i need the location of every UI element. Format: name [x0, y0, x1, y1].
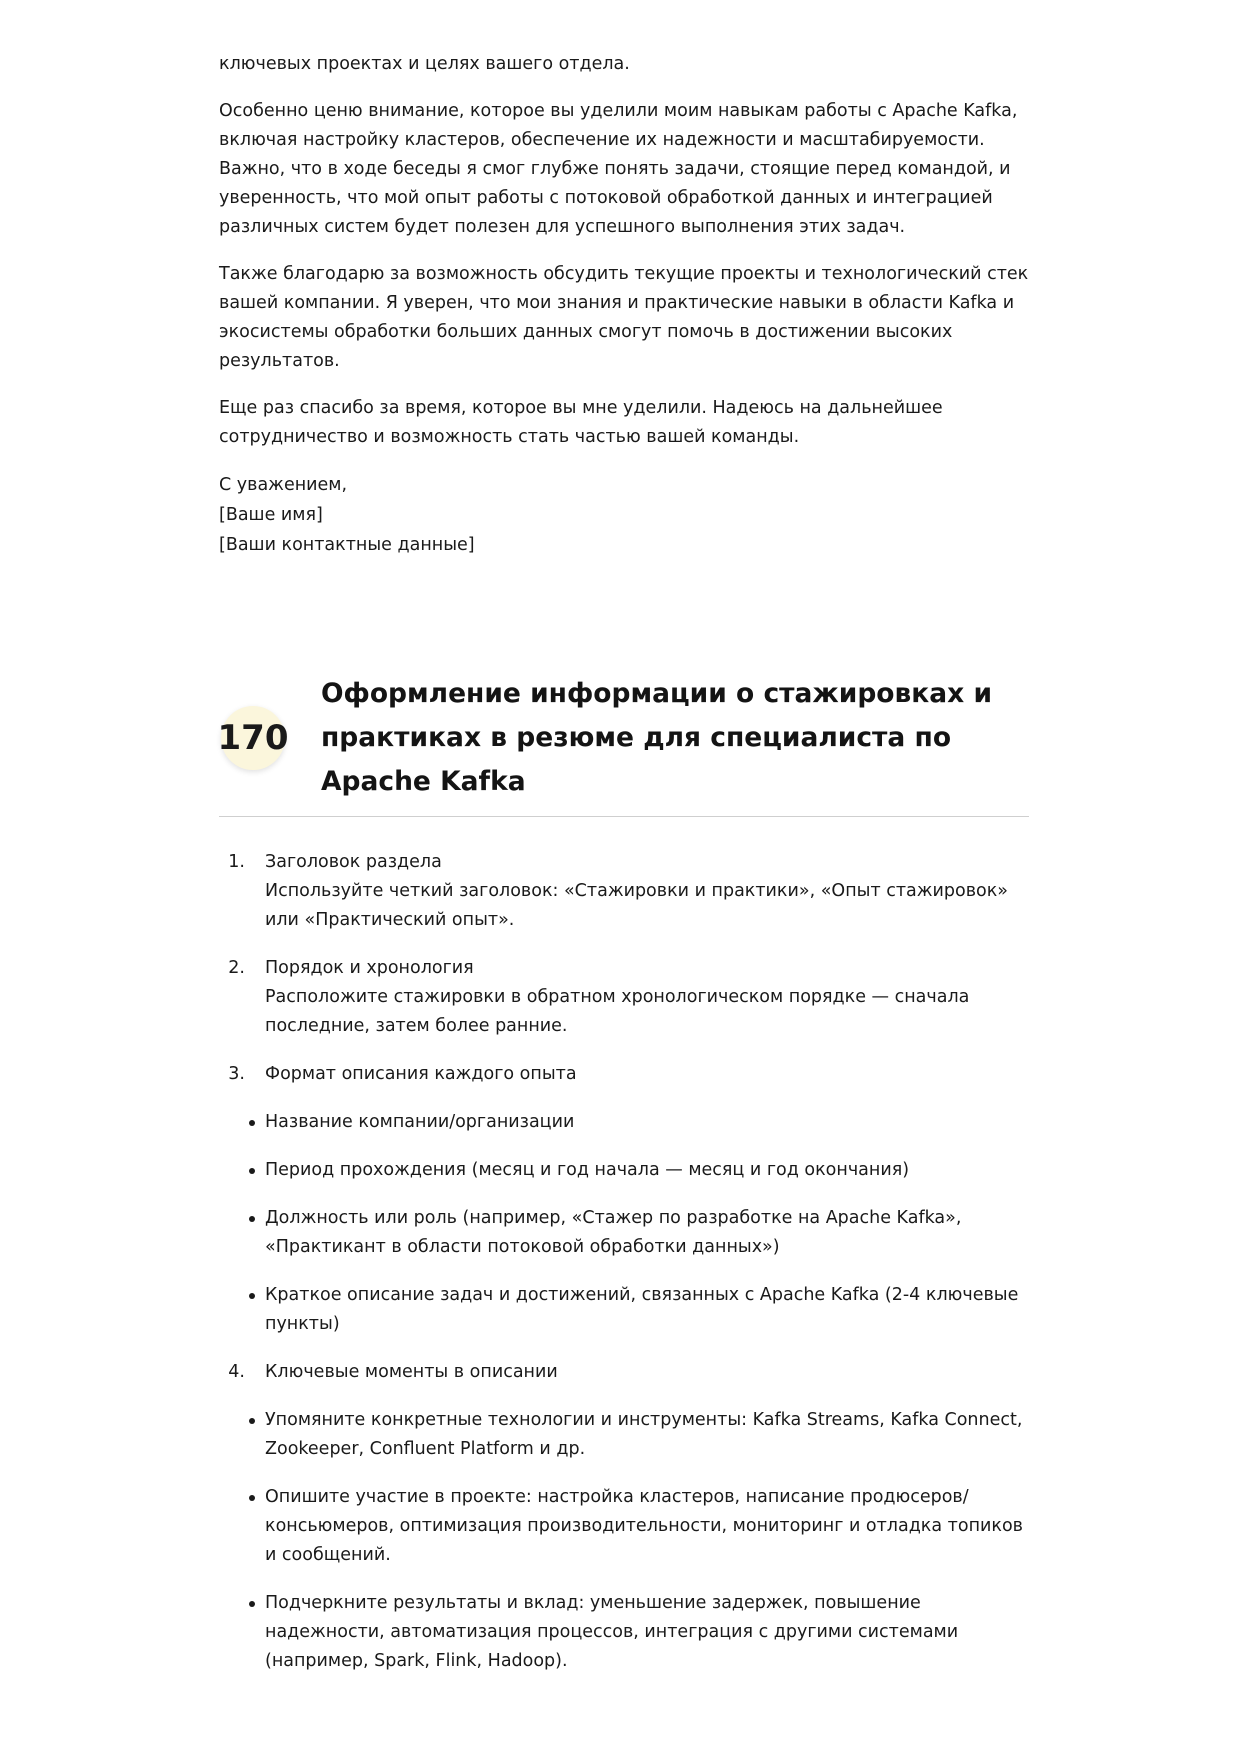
bullet-text: Опишите участие в проекте: настройка кластеров, написание продюсеров/консьюмеров, оптимизация производительности, мониторинг и отладка топиков и сообщений.	[265, 1487, 1023, 1565]
numbered-item	[219, 848, 1029, 935]
bullet-text: Должность или роль (например, «Стажер по разработке на Apache Kafka», «Практикант в области потоковой обработки данных»)	[265, 1208, 962, 1257]
bullet-dot-icon	[249, 1120, 255, 1126]
list-number: 2.	[228, 958, 245, 978]
signoff-regards: С уважением,	[219, 475, 348, 495]
bullet-dot-icon	[249, 1495, 255, 1501]
numbered-item	[219, 1060, 1029, 1089]
bullet-item	[219, 1589, 1029, 1676]
section-title: Оформление информации о стажировках и практиках в резюме для специалиста по Apache Kafka	[321, 678, 993, 797]
section-number-badge: 170	[221, 706, 285, 770]
list-number: 4.	[228, 1362, 245, 1382]
signoff-contacts: [Ваши контактные данные]	[219, 535, 475, 555]
item-heading: Заголовок раздела	[265, 852, 442, 872]
list-number: 3.	[228, 1064, 245, 1084]
bullet-item	[219, 1156, 1029, 1185]
section-header	[219, 672, 1029, 817]
bullet-text: Период прохождения (месяц и год начала — месяц и год окончания)	[265, 1160, 910, 1180]
letter-body	[219, 50, 1029, 560]
bullet-item	[219, 1204, 1029, 1262]
bullet-text: Упомяните конкретные технологии и инструменты: Kafka Streams, Kafka Connect, Zookeeper, Confluent Platform и др.	[265, 1410, 1023, 1459]
bullet-text: Краткое описание задач и достижений, связанных с Apache Kafka (2-4 ключевые пункты)	[265, 1285, 1019, 1334]
bullet-text: Подчеркните результаты и вклад: уменьшение задержек, повышение надежности, автоматизация процессов, интеграция с другими системами (например, Spark, Flink, Hadoop).	[265, 1593, 959, 1671]
bullet-item	[219, 1108, 1029, 1137]
letter-paragraph-4: Еще раз спасибо за время, которое вы мне уделили. Надеюсь на дальнейшее сотрудничество и возможность стать частью вашей команды.	[219, 398, 943, 447]
letter-signoff	[219, 470, 1029, 560]
item-description: Используйте четкий заголовок: «Стажировки и практики», «Опыт стажировок» или «Практический опыт».	[265, 881, 1008, 930]
bullet-dot-icon	[249, 1418, 255, 1424]
bullet-dot-icon	[249, 1293, 255, 1299]
bullet-dot-icon	[249, 1168, 255, 1174]
letter-paragraph-3: Также благодарю за возможность обсудить текущие проекты и технологический стек вашей компании. Я уверен, что мои знания и практические навыки в области Kafka и экосистемы обработки больших данных смогут помочь в достижении высоких результатов.	[219, 264, 1029, 371]
item-heading: Порядок и хронология	[265, 958, 474, 978]
numbered-item	[219, 954, 1029, 1041]
item-heading: Ключевые моменты в описании	[265, 1362, 558, 1382]
item-description: Расположите стажировки в обратном хронологическом порядке — сначала последние, затем более ранние.	[265, 987, 970, 1036]
bullet-item	[219, 1281, 1029, 1339]
item-heading: Формат описания каждого опыта	[265, 1064, 577, 1084]
bullet-dot-icon	[249, 1601, 255, 1607]
numbered-item	[219, 1358, 1029, 1387]
letter-paragraph-2: Особенно ценю внимание, которое вы уделили моим навыкам работы с Apache Kafka, включая настройку кластеров, обеспечение их надежности и масштабируемости. Важно, что в ходе беседы я смог глубже понять задачи, стоящие перед командой, и уверенность, что мой опыт работы с потоковой обработкой данных и интеграцией различных систем будет полезен для успешного выполнения этих задач.	[219, 101, 1018, 237]
bullet-item	[219, 1406, 1029, 1464]
bullet-text: Название компании/организации	[265, 1112, 575, 1132]
letter-paragraph-1: ключевых проектах и целях вашего отдела.	[219, 54, 630, 74]
list-number: 1.	[228, 852, 245, 872]
section-list	[219, 848, 1029, 1695]
signoff-name: [Ваше имя]	[219, 505, 323, 525]
bullet-dot-icon	[249, 1216, 255, 1222]
bullet-item	[219, 1483, 1029, 1570]
